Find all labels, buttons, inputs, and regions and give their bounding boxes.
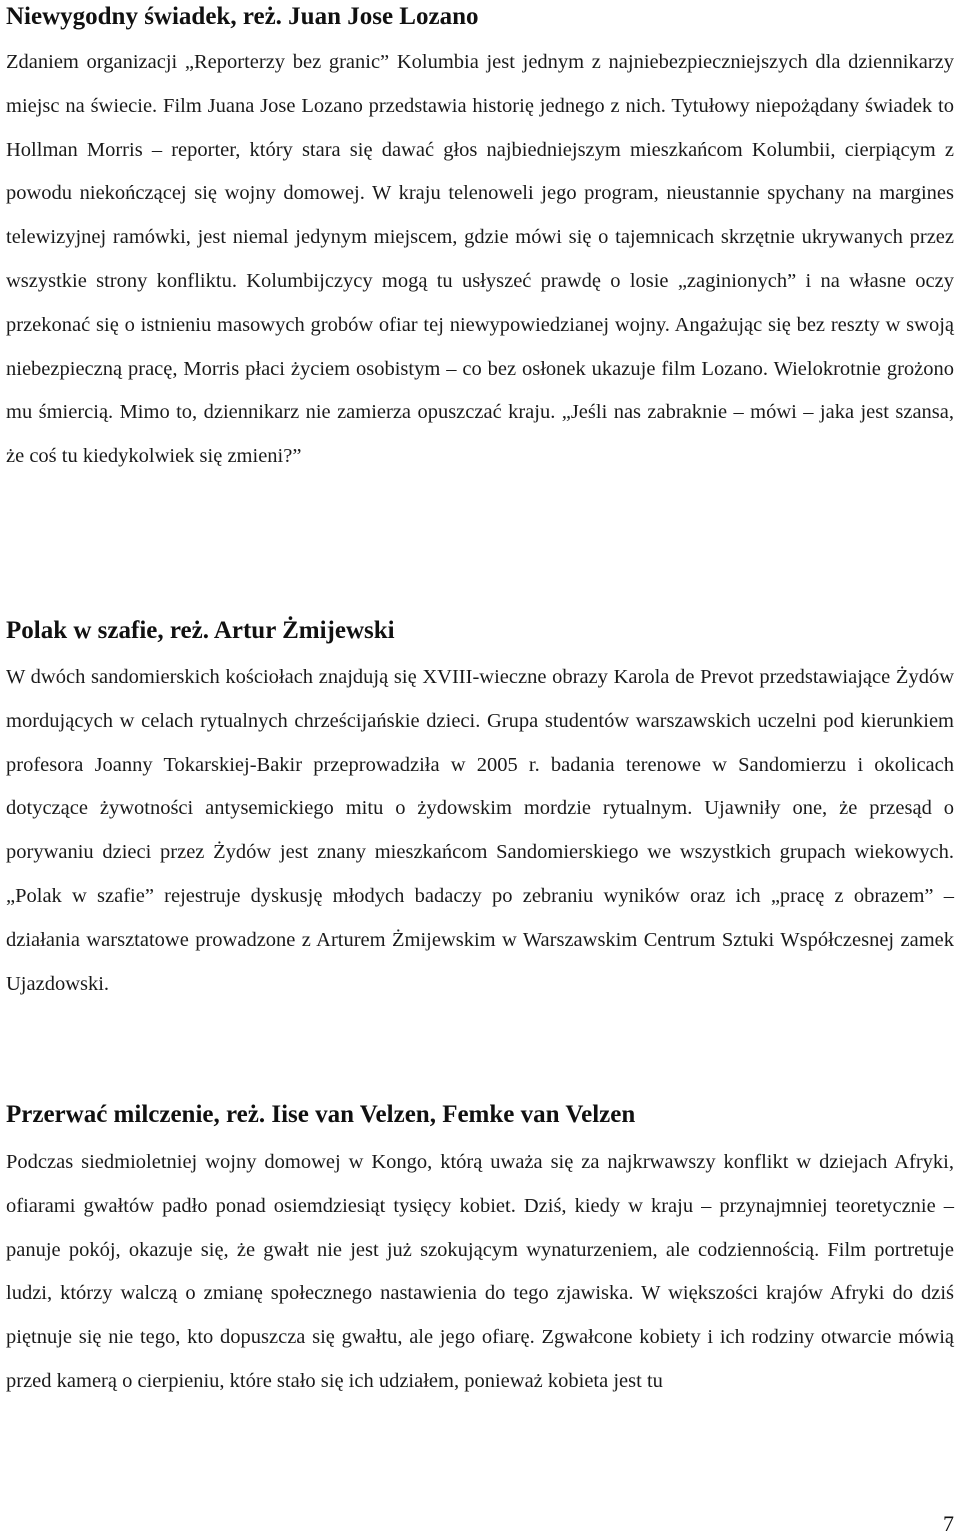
section-heading: Niewygodny świadek, reż. Juan Jose Lozano xyxy=(6,3,479,30)
section-body: Zdaniem organizacji „Reporterzy bez granic” Kolumbia jest jednym z najniebezpieczniejszych dla dziennikarzy miejsc na świecie. Film Juana Jose Lozano przedstawia historię jednego z nich. Tytułowy niepożądany świadek to Hollman Morris – reporter, który stara się dawać głos najbiedniejszym mieszkańcom Kolumbii, cierpiącym z powodu niekończącej się wojny domowej. W kraju telenoweli jego program, nieustannie spychany na margines telewizyjnej ramówki, jest niemal jedynym miejscem, gdzie mówi się o tajemnicach skrzętnie ukrywanych przez wszystkie strony konfliktu. Kolumbijczycy mogą tu usłyszeć prawdę o losie „zaginionych” i na własne oczy przekonać się o istnieniu masowych grobów ofiar tej niewypowiedzianej wojny. Angażując się bez reszty w swoją niebezpieczną pracę, Morris płaci życiem osobistym – co bez osłonek ukazuje film Lozano. Wielokrotnie grożono mu śmiercią. Mimo to, dziennikarz nie zamierza opuszczać kraju. „Jeśli nas zabraknie – mówi – jaka jest szansa, że coś tu kiedykolwiek się zmieni?” xyxy=(6,51,954,468)
page-number: 7 xyxy=(943,1511,954,1536)
section-body: Podczas siedmioletniej wojny domowej w Kongo, którą uważa się za najkrwawszy konflikt w dziejach Afryki, ofiarami gwałtów padło ponad osiemdziesiąt tysięcy kobiet. Dziś, kiedy w kraju – przynajmniej teoretycznie – panuje pokój, okazuje się, że gwałt nie jest już szokującym wynaturzeniem, ale codziennością. Film portretuje ludzi, którzy walczą o zmianę społecznego nastawienia do tego zjawiska. W większości krajów Afryki do dziś piętnuje się nie tego, kto dopuszcza się gwałtu, ale jego ofiarę. Zgwałcone kobiety i ich rodziny otwarcie mówią przed kamerą o cierpieniu, które stało się ich udziałem, ponieważ kobieta jest tu xyxy=(6,1151,954,1392)
section-heading: Polak w szafie, reż. Artur Żmijewski xyxy=(6,617,395,644)
section-heading: Przerwać milczenie, reż. Iise van Velzen, Femke van Velzen xyxy=(6,1101,636,1128)
section-body: W dwóch sandomierskich kościołach znajdują się XVIII-wieczne obrazy Karola de Prevot przedstawiające Żydów mordujących w celach rytualnych chrześcijańskie dzieci. Grupa studentów warszawskich uczelni pod kierunkiem profesora Joanny Tokarskiej-Bakir przeprowadziła w 2005 r. badania terenowe w Sandomierzu i okolicach dotyczące żywotności antysemickiego mitu o żydowskim mordzie rytualnym. Ujawniły one, że przesąd o porywaniu dzieci przez Żydów jest znany mieszkańcom Sandomierskiego we wszystkich grupach wiekowych. „Polak w szafie” rejestruje dyskusję młodych badaczy po zebraniu wyników oraz ich „pracę z obrazem” – działania warsztatowe prowadzone z Arturem Żmijewskim w Warszawskim Centrum Sztuki Współczesnej zamek Ujazdowski. xyxy=(6,666,954,995)
